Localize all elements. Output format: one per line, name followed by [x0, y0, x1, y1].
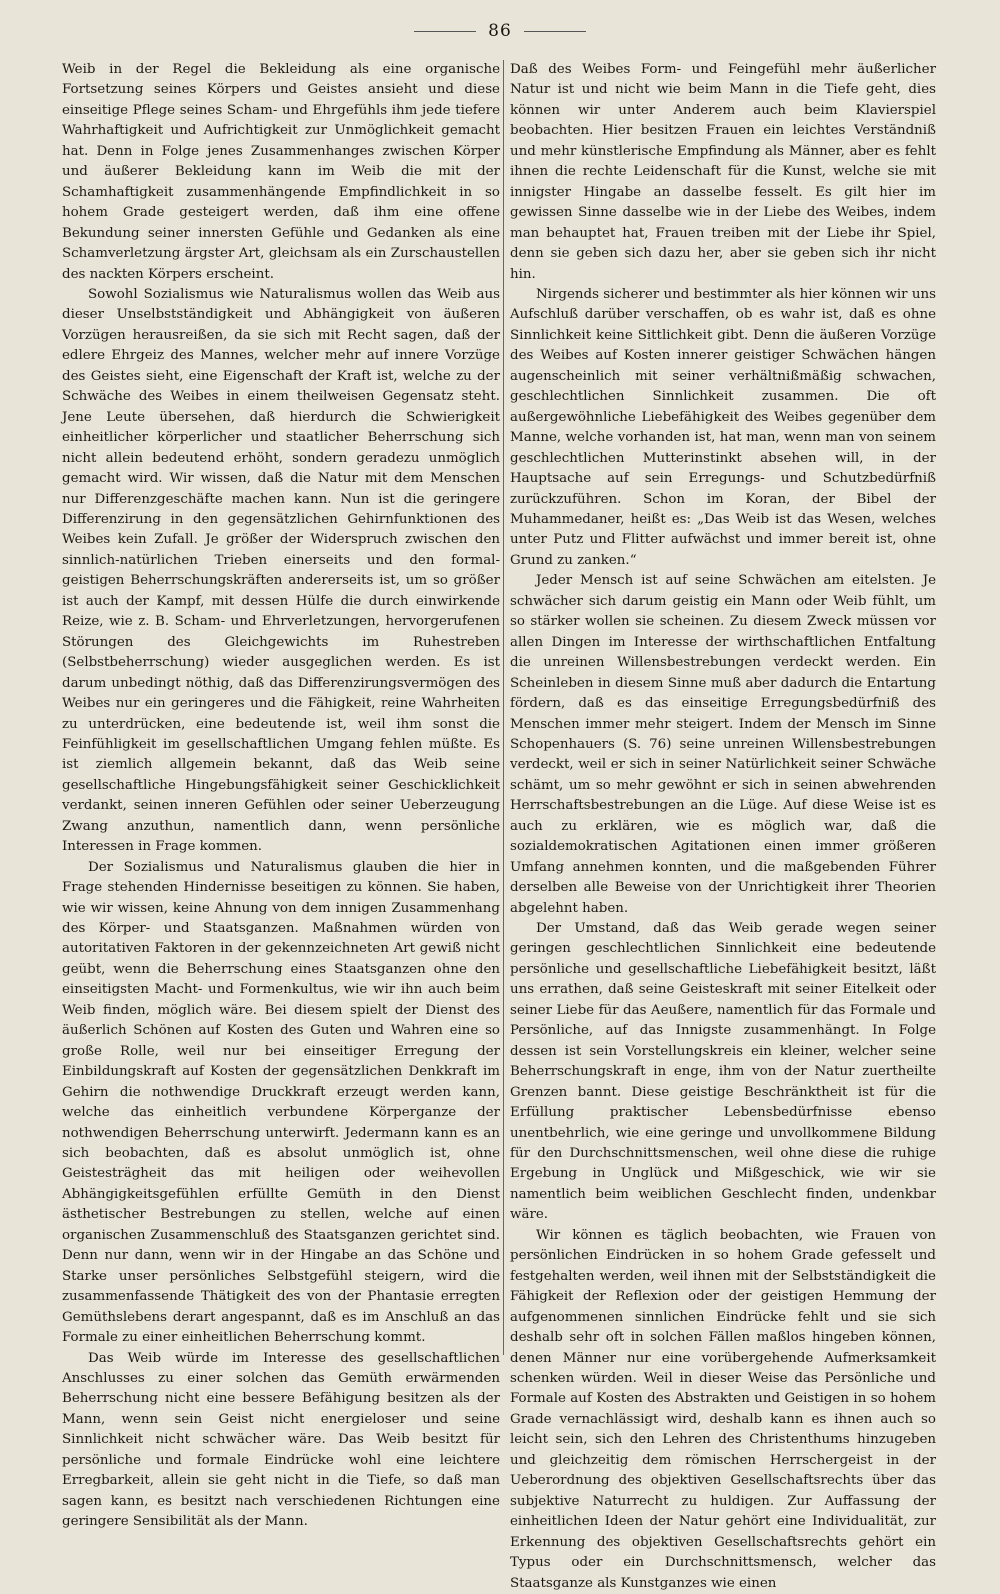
paragraph: Weib in der Regel die Bekleidung als eine organische Fortsetzung seines Körpers und Geistes ansieht und diese einseitige Pflege seines Scham- und Ehrgefühls ihm jede tiefere Wahrhaftigkeit und Aufrichtigkeit zur Unmöglichkeit gemacht hat. Denn in Folge jenes Zusammenhanges zwischen Körper und äußerer Bekleidung kann im Weib die mit der Schamhaftigkeit zusammenhängende Empfindlichkeit in so hohem Grade gesteigert werden, daß ihm eine offene Bekundung seiner innersten Gefühle und Gedanken als eine Schamverletzung ärgster Art, gleichsam als ein Zurschaustellen des nackten Körpers erscheint.	[62, 62, 500, 282]
paragraph: Das Weib würde im Interesse des gesellschaftlichen Anschlusses zu einer solchen das Gemüth erwärmenden Beherrschung nicht eine bessere Befähigung besitzen als der Mann, wenn sein Geist nicht energieloser und seine Sinnlichkeit nicht schwächer wäre. Das Weib besitzt für persönliche und formale Eindrücke wohl eine leichtere Erregbarkeit, allein sie geht nicht in die Tiefe, so daß man sagen kann, es besitzt nach verschiedenen Richtungen eine geringere Sensibilität als der Mann.	[62, 1350, 500, 1530]
page-number: 86	[488, 21, 512, 41]
paragraph: Wir können es täglich beobachten, wie Frauen von persönlichen Eindrücken in so hohem Grade gefesselt und festgehalten werden, weil ihnen mit der Selbstständigkeit die Fähigkeit der Reflexion oder der geistigen Hemmung der aufgenommenen sinnlichen Eindrücke fehlt und sie sich deshalb sehr oft in solchen Fällen maßlos hingeben können, denen Männer nur eine vorübergehende Aufmerksamkeit schenken würden. Weil in dieser Weise das Persönliche und Formale auf Kosten des Abstrakten und Geistigen in so hohem Grade vernachlässigt wird, deshalb kann es ihnen auch so leicht sein, sich den Lehren des Christenthums hinzugeben und gleichzeitig dem römischen Herrschergeist in der Ueberordnung des objektiven Gesellschaftsrechts über das subjektive Naturrecht zu huldigen. Zur Auffassung der einheitlichen Ideen der Natur gehört eine Individualität, zur Erkennung des objektiven Gesellschaftsrechts gehört ein Typus oder ein Durchschnittsmensch, welcher das Staatsganze als Kunstganzes wie einen	[510, 1227, 936, 1591]
paragraph: Der Umstand, daß das Weib gerade wegen seiner geringen geschlechtlichen Sinnlichkeit eine bedeutende persönliche und gesellschaftliche Liebefähigkeit besitzt, läßt uns errathen, daß seine Geisteskraft mit seiner Eitelkeit oder seiner Liebe für das Aeußere, namentlich für das Formale und Persönliche, auf das Innigste zusammenhängt. In Folge dessen ist sein Vorstellungskreis ein kleiner, welcher seine Beherrschungskraft in enge, ihm von der Natur zuertheilte Grenzen bannt. Diese geistige Beschränktheit ist für die Erfüllung praktischer Lebensbedürfnisse ebenso unentbehrlich, wie eine geringe und unvollkommene Bildung für den Durchschnittsmenschen, weil ohne diese die ruhige Ergebung in Unglück und Mißgeschick, wie wir sie namentlich beim weiblichen Geschlecht finden, undenkbar wäre.	[510, 921, 936, 1223]
paragraph: Nirgends sicherer und bestimmter als hier können wir uns Aufschluß darüber verschaffen, ob es wahr ist, daß es ohne Sinnlichkeit keine Sittlichkeit gibt. Denn die äußeren Vorzüge des Weibes auf Kosten innerer geistiger Schwächen hängen augenscheinlich mit seiner verhältnißmäßig schwachen, geschlechtlichen Sinnlichkeit zusammen. Die oft außergewöhnliche Liebefähigkeit des Weibes gegenüber dem Manne, welche vorhanden ist, hat man, wenn man von seinem geschlechtlichen Mutterinstinkt absehen will, in der Hauptsache auf sein Erregungs- und Schutzbedürfniß zurückzuführen. Schon im Koran, der Bibel der Muhammedaner, heißt es: „Das Weib ist das Wesen, welches unter Putz und Flitter aufwächst und immer bereit ist, ohne Grund zu zanken.“	[510, 286, 936, 568]
right-column	[510, 60, 936, 1591]
paragraph: Sowohl Sozialismus wie Naturalismus wollen das Weib aus dieser Unselbstständigkeit und Abhängigkeit von äußeren Vorzügen herausreißen, da sie sich mit Recht sagen, daß der edlere Ehrgeiz des Mannes, welcher mehr auf innere Vorzüge des Geistes sieht, eine Eigenschaft der Kraft ist, welche zu der Schwäche des Weibes in einem theilweisen Gegensatz steht. Jene Leute übersehen, daß hierdurch die Schwierigkeit einheitlicher körperlicher und staatlicher Beherrschung sich nicht allein bedeutend erhöht, sondern geradezu unmöglich gemacht wird. Wir wissen, daß die Natur mit dem Menschen nur Differenzgeschäfte machen kann. Nun ist die geringere Differenzirung in den gegensätzlichen Gehirnfunktionen des Weibes kein Zufall. Je größer der Widerspruch zwischen den sinnlich-natürlichen Trieben einerseits und den formal-geistigen Beherrschungskräften andererseits ist, um so größer ist auch der Kampf, mit dessen Hülfe die durch einwirkende Reize, wie z. B. Scham- und Ehrverletzungen, hervorgerufenen Störungen des Gleichgewichts im Ruhestreben (Selbstbeherrschung) wieder ausgeglichen werden. Es ist darum unbedingt nöthig, daß das Differenzirungsvermögen des Weibes nur ein geringeres und die Fähigkeit, reine Wahrheiten zu unterdrücken, eine bedeutende ist, weil ihm sonst die Feinfühligkeit im gesellschaftlichen Umgang fehlen müßte. Es ist ziemlich allgemein bekannt, daß das Weib seine gesellschaftliche Hingebungsfähigkeit seiner Geschicklichkeit verdankt, seinen inneren Gefühlen oder seiner Ueberzeugung Zwang anzuthun, namentlich dann, wenn persönliche Interessen in Frage kommen.	[62, 286, 500, 855]
paragraph: Der Sozialismus und Naturalismus glauben die hier in Frage stehenden Hindernisse beseitigen zu können. Sie haben, wie wir wissen, keine Ahnung von dem innigen Zusammenhang des Körper- und Staatsganzen. Maßnahmen würden von autoritativen Faktoren in der gekennzeichneten Art gewiß nicht geübt, wenn die Beherrschung eines Staatsganzen ohne den einseitigsten Macht- und Formenkultus, wie wir ihn auch beim Weib finden, möglich wäre. Bei diesem spielt der Dienst des äußerlich Schönen auf Kosten des Guten und Wahren eine so große Rolle, weil nur bei einseitiger Erregung der Einbildungskraft auf Kosten der gegensätzlichen Denkkraft im Gehirn die nothwendige Druckkraft erzeugt werden kann, welche das einheitlich verbundene Körperganze der nothwendigen Beherrschung unterwirft. Jedermann kann es an sich beobachten, daß es absolut unmöglich ist, ohne Geistesträgheit das mit heiligen oder weihevollen Abhängigkeitsgefühlen erfüllte Gemüth in den Dienst ästhetischer Bestrebungen zu stellen, welche auf einen organischen Zusammenschluß des Staatsganzen gerichtet sind. Denn nur dann, wenn wir in der Hingabe an das Schöne und Starke unser persönliches Selbstgefühl steigern, wird die zusammenfassende Thätigkeit des von der Phantasie erregten Gemüthslebens derart angespannt, daß es im Anschluß an das Formale zu einer einheitlichen Beherrschung kommt.	[62, 859, 500, 1346]
left-column	[62, 60, 500, 1530]
paragraph: Jeder Mensch ist auf seine Schwächen am eitelsten. Je schwächer sich darum geistig ein Mann oder Weib fühlt, um so stärker wollen sie scheinen. Zu diesem Zweck müssen vor allen Dingen im Interesse der wirthschaftlichen Entfaltung die unreinen Willensbestrebungen verdeckt werden. Ein Scheinleben in diesem Sinne muß aber dadurch die Entartung fördern, daß es das einseitige Erregungsbedürfniß des Menschen immer mehr steigert. Indem der Mensch im Sinne Schopenhauers (S. 76) seine unreinen Willensbestrebungen verdeckt, weil er sich in seiner Natürlichkeit seiner Schwäche schämt, um so mehr gewöhnt er sich in seinen abwehrenden Herrschaftsbestrebungen an die Lüge. Auf diese Weise ist es auch zu erklären, wie es möglich war, daß die sozialdemokratischen Agitationen einen immer größeren Umfang annehmen konnten, und die maßgebenden Führer derselben alle Beweise von der Unrichtigkeit ihrer Theorien abgelehnt haben.	[510, 573, 936, 916]
paragraph: Daß des Weibes Form- und Feingefühl mehr äußerlicher Natur ist und nicht wie beim Mann in die Tiefe geht, dies können wir unter Anderem auch beim Klavierspiel beobachten. Hier besitzen Frauen ein leichtes Verständniß und mehr künstlerische Empfindung als Männer, aber es fehlt ihnen die rechte Leidenschaft für die Kunst, welche sie mit innigster Hingabe an dasselbe fesselt. Es gilt hier im gewissen Sinne dasselbe wie in der Liebe des Weibes, indem man behauptet hat, Frauen treiben mit der Liebe ihr Spiel, denn sie geben sich dazu her, aber sie geben sich ihr nicht hin.	[510, 62, 936, 282]
page-header	[0, 18, 1000, 44]
column-divider	[503, 60, 504, 1355]
header-rule-right	[524, 31, 586, 32]
header-rule-left	[414, 31, 476, 32]
